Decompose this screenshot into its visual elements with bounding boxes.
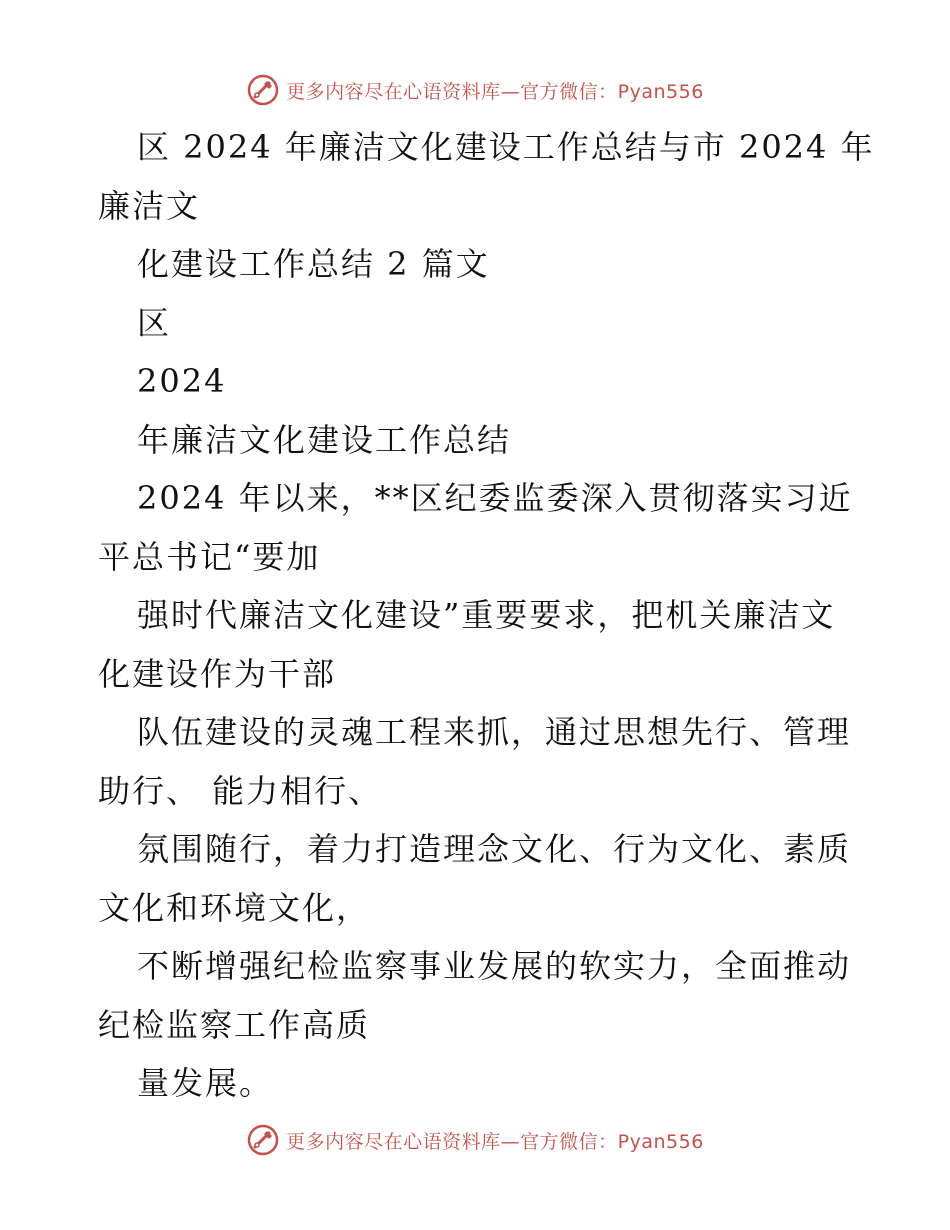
document-body: [98, 118, 875, 1113]
text-line: 氛围随行，着力打造理念文化、行为文化、素质: [137, 830, 852, 868]
text-line: 年廉洁文化建设工作总结: [137, 420, 512, 459]
text-line: 2024 年以来，**区纪委监委深入贯彻落实习近: [137, 479, 853, 517]
text-line: 不断增强纪检监察事业发展的软实力，全面推动: [137, 947, 852, 985]
text-line: 平总书记“要加: [98, 537, 321, 576]
text-line: 化建设工作总结 2 篇文: [137, 245, 490, 283]
text-line: 2024: [137, 362, 227, 400]
brand-logo-icon: [246, 1123, 280, 1157]
brand-logo-icon: [246, 73, 280, 107]
text-line: 强时代廉洁文化建设”重要要求，把机关廉洁文: [137, 596, 836, 634]
text-line: 纪检监察工作高质: [98, 1005, 371, 1044]
text-line: 队伍建设的灵魂工程来抓，通过思想先行、管理: [137, 713, 852, 751]
text-line: 量发展。: [137, 1064, 274, 1102]
footer-watermark: [0, 1120, 950, 1160]
text-line: 区: [137, 303, 172, 342]
watermark-text: 更多内容尽在心语资料库—官方微信：Pyan556: [286, 80, 704, 103]
text-line: 化建设作为干部: [98, 654, 337, 693]
watermark-text: 更多内容尽在心语资料库—官方微信：Pyan556: [286, 1130, 704, 1153]
text-line: 文化和环境文化，: [98, 888, 371, 927]
text-line: 区 2024 年廉洁文化建设工作总结与市 2024 年: [137, 128, 875, 166]
text-line: 廉洁文: [98, 186, 201, 225]
text-line: 助行、 能力相行、: [98, 771, 383, 810]
header-watermark: [0, 70, 950, 110]
